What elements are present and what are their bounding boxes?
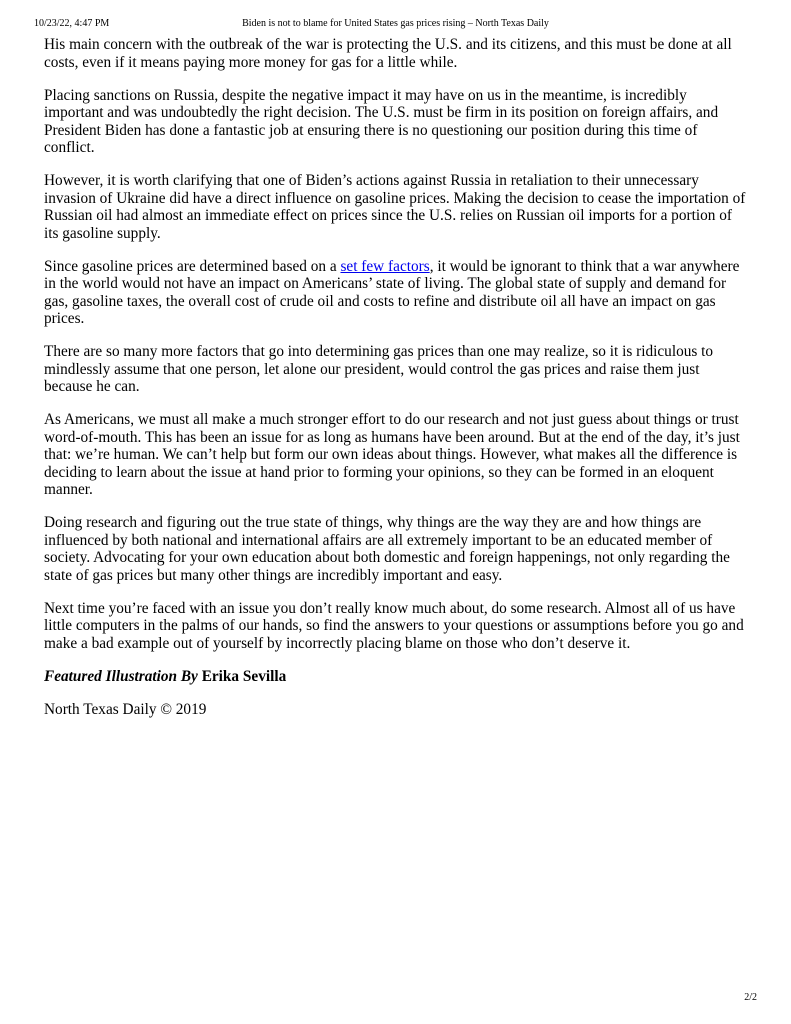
article-paragraph-1: His main concern with the outbreak of the war is protecting the U.S. and its citizens, and this must be done at all costs, even if it means paying more money for gas for a little while. bbox=[44, 36, 732, 71]
article-paragraph-2: Placing sanctions on Russia, despite the negative impact it may have on us in the meantime, is incredibly important and was undoubtedly the right decision. The U.S. must be firm in its position on foreign affairs, and President Biden has done a fantastic job at ensuring there is no questioning our position during this time of conflict. bbox=[44, 86, 719, 156]
print-header bbox=[34, 18, 757, 30]
illustration-credit bbox=[44, 668, 750, 686]
article-paragraph-8: Next time you’re faced with an issue you don’t really know much about, do some research. Almost all of us have little computers in the palms of our hands, so find the answers to your questions or assumptions before you go and make a bad example out of yourself by incorrectly placing blame on those who don’t deserve it. bbox=[44, 599, 744, 652]
print-datetime: 10/23/22, 4:47 PM bbox=[34, 18, 110, 29]
article-paragraph-5: There are so many more factors that go into determining gas prices than one may realize, so it is ridiculous to mindlessly assume that one person, let alone our president, would control the gas prices and raise them just because he can. bbox=[44, 343, 714, 395]
article-paragraph-3: However, it is worth clarifying that one of Biden’s actions against Russia in retaliation to their unnecessary invasion of Ukraine did have a direct influence on gasoline prices. Making the decision to cease the importation of Russian oil had almost an immediate effect on prices since the U.S. relies on Russian oil imports for a portion of its gasoline supply. bbox=[44, 172, 746, 242]
page-number: 2/2 bbox=[744, 992, 757, 1003]
article-paragraph-4 bbox=[44, 258, 750, 328]
article-paragraph-6: As Americans, we must all make a much stronger effort to do our research and not just guess about things or trust word-of-mouth. This has been an issue for as long as humans have been around. But at the end of the day, it’s just that: we’re human. We can’t help but form our own ideas about things. However, what makes all the difference is deciding to learn about the issue at hand prior to forming your opinions, so they can be formed in an eloquent manner. bbox=[44, 411, 740, 498]
illustration-credit-label: Featured Illustration By bbox=[44, 667, 198, 685]
article-body bbox=[44, 36, 750, 734]
article-paragraph-7: Doing research and figuring out the true state of things, why things are the way they are and how things are influenced by both national and international affairs are all extremely important to be an educated member of society. Advocating for your own education about both domestic and foreign happenings, not only regarding the state of gas prices but many other things are incredibly important and easy. bbox=[44, 514, 730, 584]
paragraph-4-text-before-link: Since gasoline prices are determined based on a bbox=[44, 257, 341, 275]
illustrator-name: Erika Sevilla bbox=[201, 667, 287, 685]
paragraph-4-text-after-link: , it would be ignorant to think that a war anywhere in the world would not have an impact on Americans’ state of living. The global state of supply and demand for gas, gasoline taxes, the overall cost of crude oil and costs to refine and distribute oil all have an impact on gas prices. bbox=[44, 257, 740, 327]
copyright-notice: North Texas Daily © 2019 bbox=[44, 700, 207, 718]
print-document-title: Biden is not to blame for United States gas prices rising – North Texas Daily bbox=[242, 18, 549, 29]
set-few-factors-link[interactable]: set few factors bbox=[340, 257, 430, 275]
